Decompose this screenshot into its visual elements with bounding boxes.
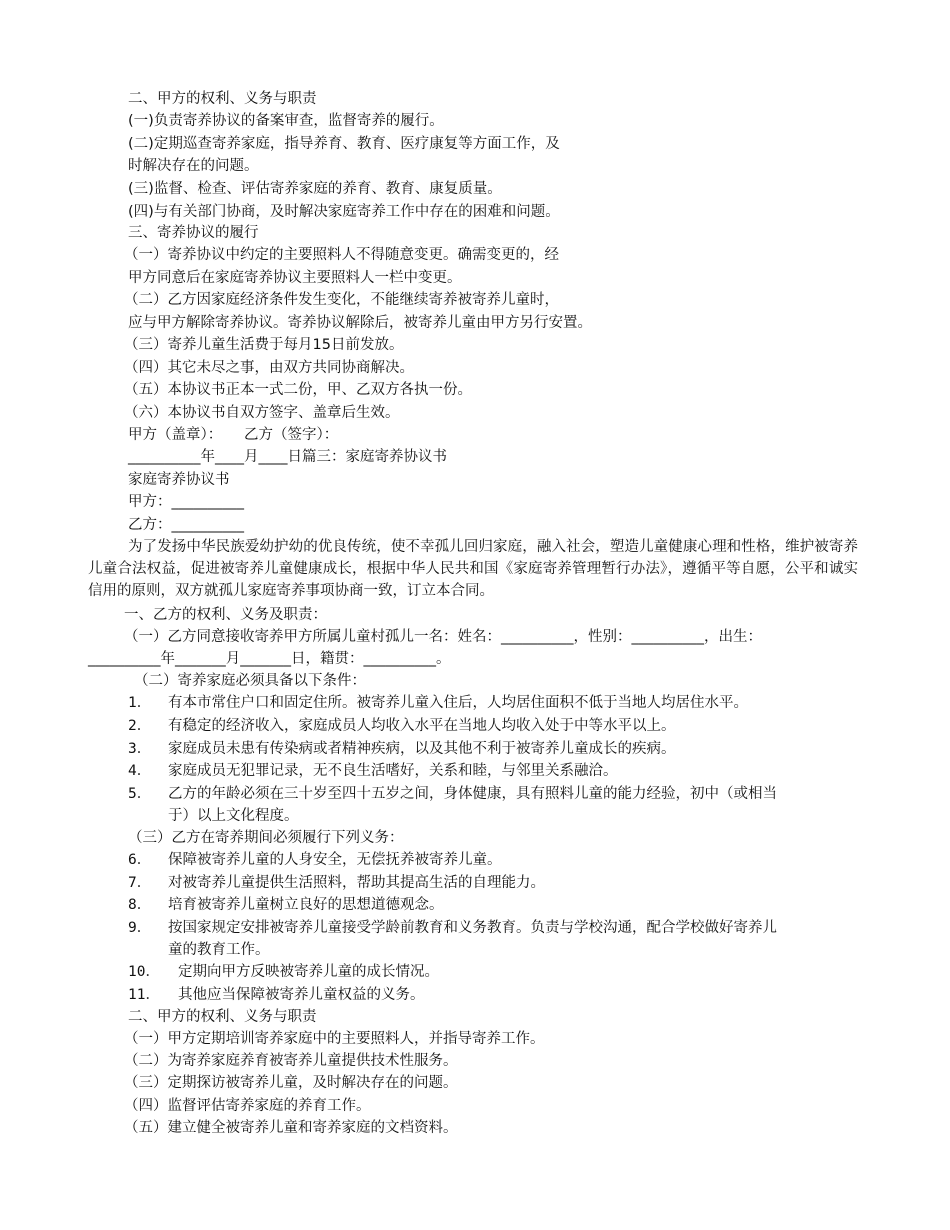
list-text: 乙方的年龄必须在三十岁至四十五岁之间，身体健康，具有照料儿童的能力经验，初中（或相当 bbox=[168, 786, 777, 802]
list-text: 其他应当保障被寄养儿童权益的义务。 bbox=[178, 987, 425, 1003]
paragraph: （二）乙方因家庭经济条件发生变化，不能继续寄养被寄养儿童时， bbox=[124, 292, 559, 308]
section-heading: 二、甲方的权利、义务与职责 bbox=[128, 1009, 317, 1025]
paragraph: （三）定期探访被寄养儿童，及时解决存在的问题。 bbox=[124, 1075, 458, 1091]
list-number: 11． bbox=[128, 987, 160, 1003]
list-text: 定期向甲方反映被寄养儿童的成长情况。 bbox=[178, 964, 439, 980]
list-text: 有稳定的经济收入，家庭成员人均收入水平在当地人均收入处于中等水平以上。 bbox=[168, 718, 676, 734]
paragraph: （一）乙方同意接收寄养甲方所属儿童村孤儿一名：姓名：__________，性别：__________，出生： bbox=[124, 629, 762, 645]
list-text: 保障被寄养儿童的人身安全，无偿抚养被寄养儿童。 bbox=[168, 852, 502, 868]
paragraph: （四）其它未尽之事，由双方共同协商解决。 bbox=[124, 360, 414, 376]
paragraph: （二）为寄养家庭养育被寄养儿童提供技术性服务。 bbox=[124, 1053, 458, 1069]
signature-line: 甲方（盖章）： 乙方（签字）： bbox=[128, 427, 339, 443]
list-text: 按国家规定安排被寄养儿童接受学龄前教育和义务教育。负责与学校沟通，配合学校做好寄养儿 bbox=[168, 920, 777, 936]
paragraph: (三)监督、检查、评估寄养家庭的养育、教育、康复质量。 bbox=[128, 181, 502, 197]
list-number: 10． bbox=[128, 964, 160, 980]
list-text: 培育被寄养儿童树立良好的思想道德观念。 bbox=[168, 897, 444, 913]
list-number: 9． bbox=[128, 920, 152, 936]
paragraph: （五）本协议书正本一式二份，甲、乙双方各执一份。 bbox=[124, 382, 472, 398]
paragraph: __________年_______月_______日，籍贯：__________。 bbox=[88, 651, 451, 667]
list-text-continued: 童的教育工作。 bbox=[168, 942, 270, 958]
paragraph: （三）寄养儿童生活费于每月15日前发放。 bbox=[124, 337, 404, 353]
section-heading: 三、寄养协议的履行 bbox=[128, 225, 259, 241]
paragraph: 时解决存在的问题。 bbox=[128, 158, 259, 174]
section-heading: 二、甲方的权利、义务与职责 bbox=[128, 91, 317, 107]
date-line: __________年____月____日篇三：家庭寄养协议书 bbox=[128, 449, 447, 465]
list-text-continued: 于）以上文化程度。 bbox=[168, 808, 299, 824]
document-title: 家庭寄养协议书 bbox=[128, 472, 230, 488]
paragraph: （二）寄养家庭必须具备以下条件： bbox=[134, 673, 366, 689]
list-number: 1． bbox=[128, 695, 152, 711]
party-a-field: 甲方：__________ bbox=[128, 494, 244, 510]
list-number: 5． bbox=[128, 786, 152, 802]
list-text: 有本市常住户口和固定住所。被寄养儿童入住后，人均居住面积不低于当地人均居住水平。 bbox=[168, 695, 748, 711]
paragraph: (一)负责寄养协议的备案审查，监督寄养的履行。 bbox=[128, 113, 444, 129]
paragraph: （一）寄养协议中约定的主要照料人不得随意变更。确需变更的，经 bbox=[124, 247, 559, 263]
section-heading: 一、乙方的权利、义务及职责： bbox=[124, 607, 327, 623]
paragraph: （四）监督评估寄养家庭的养育工作。 bbox=[124, 1098, 371, 1114]
paragraph: （五）建立健全被寄养儿童和寄养家庭的文档资料。 bbox=[124, 1120, 458, 1136]
list-number: 8． bbox=[128, 897, 152, 913]
paragraph: (二)定期巡查寄养家庭，指导养育、教育、医疗康复等方面工作，及 bbox=[128, 136, 560, 152]
list-number: 3． bbox=[128, 741, 152, 757]
list-number: 2． bbox=[128, 718, 152, 734]
list-number: 6． bbox=[128, 852, 152, 868]
paragraph: （一）甲方定期培训寄养家庭中的主要照料人，并指导寄养工作。 bbox=[124, 1031, 545, 1047]
party-b-field: 乙方：__________ bbox=[128, 517, 244, 533]
list-text: 对被寄养儿童提供生活照料，帮助其提高生活的自理能力。 bbox=[168, 875, 545, 891]
paragraph: 甲方同意后在家庭寄养协议主要照料人一栏中变更。 bbox=[128, 270, 462, 286]
intro-paragraph: 为了发扬中华民族爱幼护幼的优良传统，使不幸孤儿回归家庭，融入社会，塑造儿童健康心理和性格，维护被寄养儿童合法权益，促进被寄养儿童健康成长，根据中华人民共和国《家庭寄养管理暂行办法》，遵循平等自愿，公平和诚实信用的原则，双方就孤儿家庭寄养事项协商一致，订立本合同。 bbox=[88, 539, 858, 599]
paragraph: （六）本协议书自双方签字、盖章后生效。 bbox=[124, 405, 400, 421]
paragraph: (四)与有关部门协商，及时解决家庭寄养工作中存在的困难和问题。 bbox=[128, 204, 560, 220]
list-number: 4． bbox=[128, 763, 152, 779]
paragraph: （三）乙方在寄养期间必须履行下列义务： bbox=[128, 830, 404, 846]
list-text: 家庭成员未患有传染病或者精神疾病，以及其他不利于被寄养儿童成长的疾病。 bbox=[168, 741, 676, 757]
paragraph: 应与甲方解除寄养协议。寄养协议解除后，被寄养儿童由甲方另行安置。 bbox=[128, 315, 592, 331]
list-text: 家庭成员无犯罪记录，无不良生活嗜好，关系和睦，与邻里关系融洽。 bbox=[168, 763, 618, 779]
list-number: 7． bbox=[128, 875, 152, 891]
